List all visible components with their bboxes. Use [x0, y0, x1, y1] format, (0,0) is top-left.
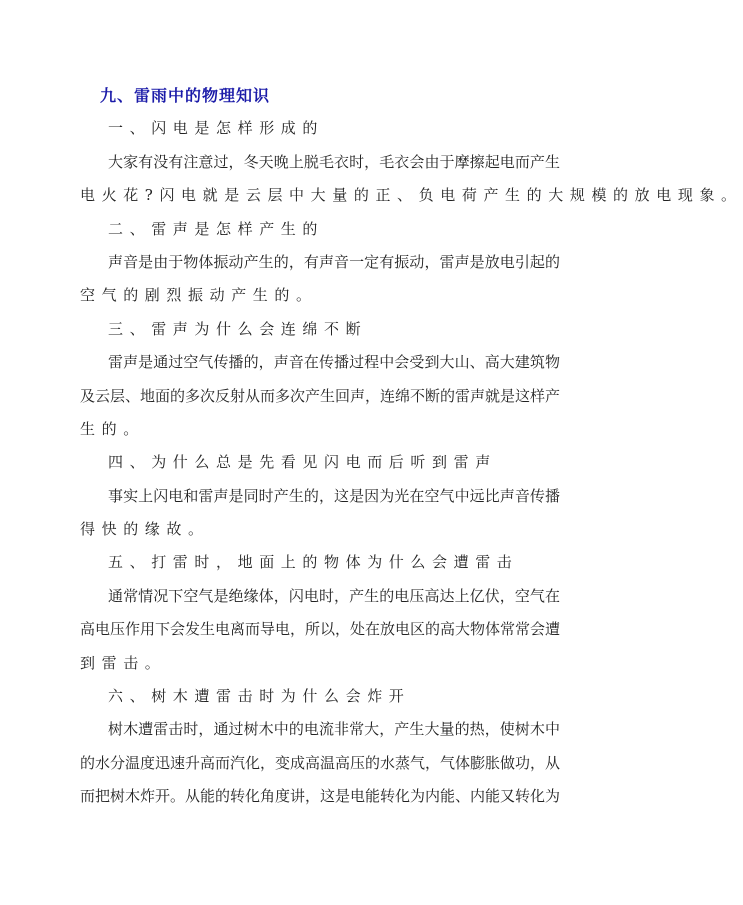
section-heading: 二、雷声是怎样产生的 [108, 219, 325, 238]
paragraph-line: 到雷击。 [80, 653, 167, 672]
paragraph-line: 事实上闪电和雷声是同时产生的，这是因为光在空气中远比声音传播 [108, 486, 560, 505]
section-heading: 三、雷声为什么会连绵不断 [108, 319, 368, 338]
section-heading: 四、为什么总是先看见闪电而后听到雷声 [108, 453, 497, 472]
document-content [80, 79, 743, 814]
document-title: 九、雷雨中的物理知识 [100, 86, 271, 105]
paragraph-line: 而把树木炸开。从能的转化角度讲，这是电能转化为内能、内能又转化为 [80, 787, 561, 806]
paragraph-line: 树木遭雷击时，通过树木中的电流非常大，产生大量的热，使树木中 [108, 720, 560, 739]
paragraph-line: 及云层、地面的多次反射从而多次产生回声，连绵不断的雷声就是这样产 [80, 386, 561, 405]
paragraph-line: 高电压作用下会发生电离而导电，所以，处在放电区的高大物体常常会遭 [80, 620, 561, 639]
paragraph-line: 生的。 [80, 419, 145, 438]
paragraph-line: 通常情况下空气是绝缘体，闪电时，产生的电压高达上亿伏，空气在 [108, 586, 560, 605]
section-heading: 一、闪电是怎样形成的 [108, 119, 325, 138]
paragraph-line: 声音是由于物体振动产生的，有声音一定有振动，雷声是放电引起的 [108, 252, 560, 271]
paragraph-line: 大家有没有注意过，冬天晚上脱毛衣时，毛衣会由于摩擦起电而产生 [108, 152, 560, 171]
paragraph-line: 的水分温度迅速升高而汽化，变成高温高压的水蒸气，气体膨胀做功，从 [80, 753, 561, 772]
paragraph-line: 得快的缘故。 [80, 520, 210, 539]
section-heading: 六、树木遭雷击时为什么会炸开 [108, 687, 411, 706]
paragraph-line: 雷声是通过空气传播的，声音在传播过程中会受到大山、高大建筑物 [108, 353, 560, 372]
paragraph-line: 电火花?闪电就是云层中大量的正、负电荷产生的大规模的放电现象。 [80, 186, 743, 205]
paragraph-line: 空气的剧烈振动产生的。 [80, 286, 318, 305]
section-heading: 五、打雷时，地面上的物体为什么会遭雷击 [108, 553, 519, 572]
